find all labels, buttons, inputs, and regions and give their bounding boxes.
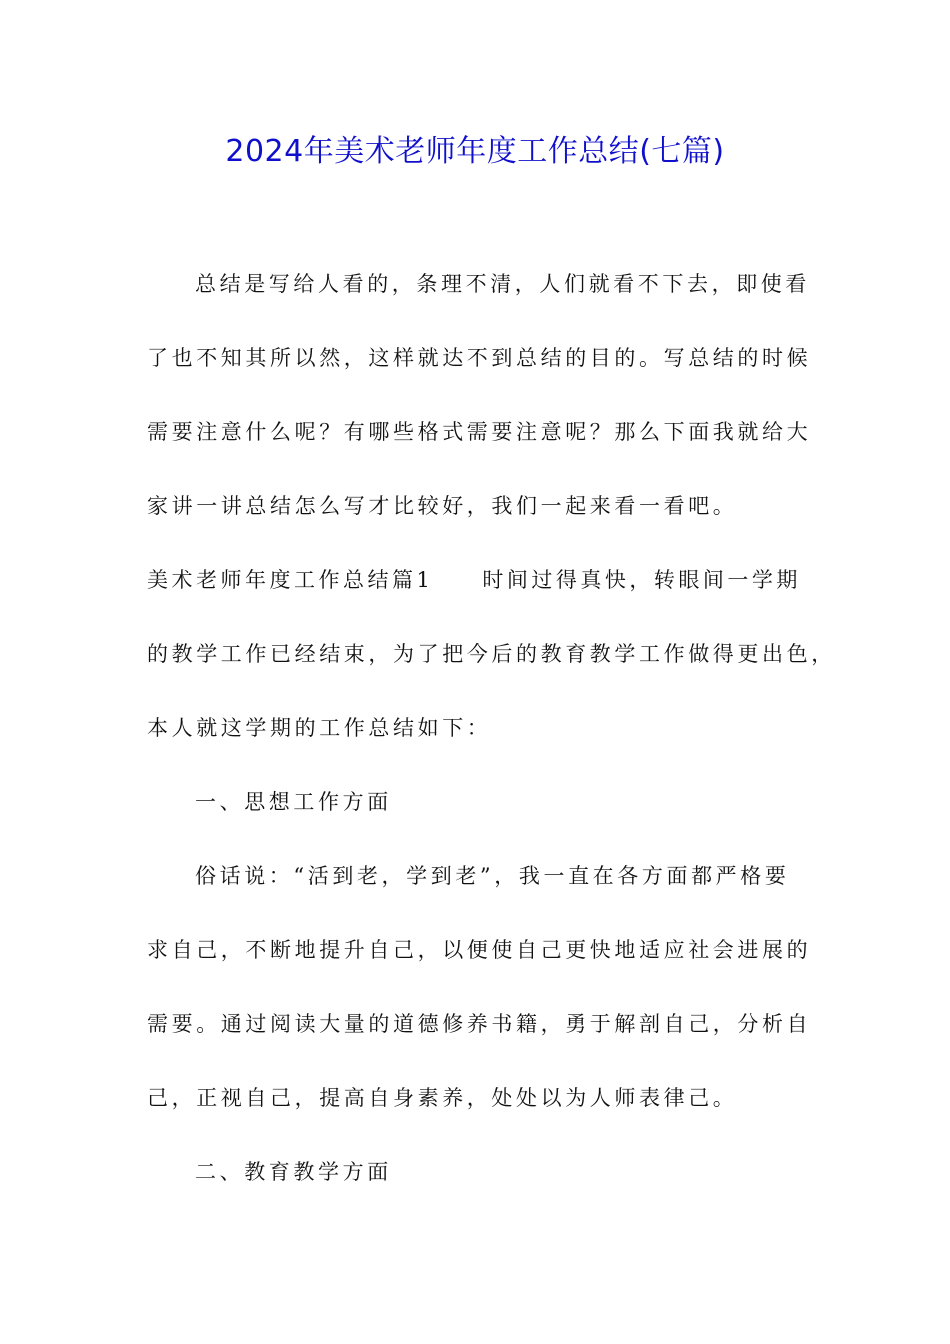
paragraph-line: 家讲一讲总结怎么写才比较好，我们一起来看一看吧。 [147, 494, 738, 518]
paragraph-line: 需要。通过阅读大量的道德修养书籍，勇于解剖自己，分析自 [147, 1012, 812, 1036]
paragraph-line: 总结是写给人看的，条理不清，人们就看不下去，即使看 [195, 272, 810, 296]
section-heading: 一、思想工作方面 [195, 790, 392, 814]
paragraph-line: 需要注意什么呢？有哪些格式需要注意呢？那么下面我就给大 [147, 420, 812, 444]
paragraph-line: 俗话说：“活到老，学到老”，我一直在各方面都严格要 [195, 864, 790, 888]
paragraph-line: 求自己，不断地提升自己，以便使自己更快地适应社会进展的 [147, 938, 812, 962]
section-heading-line: 美术老师年度工作总结篇1 时间过得真快，转眼间一学期 [147, 568, 801, 592]
document-title: 2024年美术老师年度工作总结(七篇) [225, 134, 725, 169]
paragraph-line: 己，正视自己，提高自身素养，处处以为人师表律己。 [147, 1086, 738, 1110]
section-heading: 二、教育教学方面 [195, 1160, 392, 1184]
document-body [147, 262, 836, 1224]
paragraph-line: 本人就这学期的工作总结如下： [147, 716, 492, 740]
paragraph-line: 的教学工作已经结束，为了把今后的教育教学工作做得更出色， [147, 642, 836, 666]
paragraph-line: 了也不知其所以然，这样就达不到总结的目的。写总结的时候 [147, 346, 812, 370]
